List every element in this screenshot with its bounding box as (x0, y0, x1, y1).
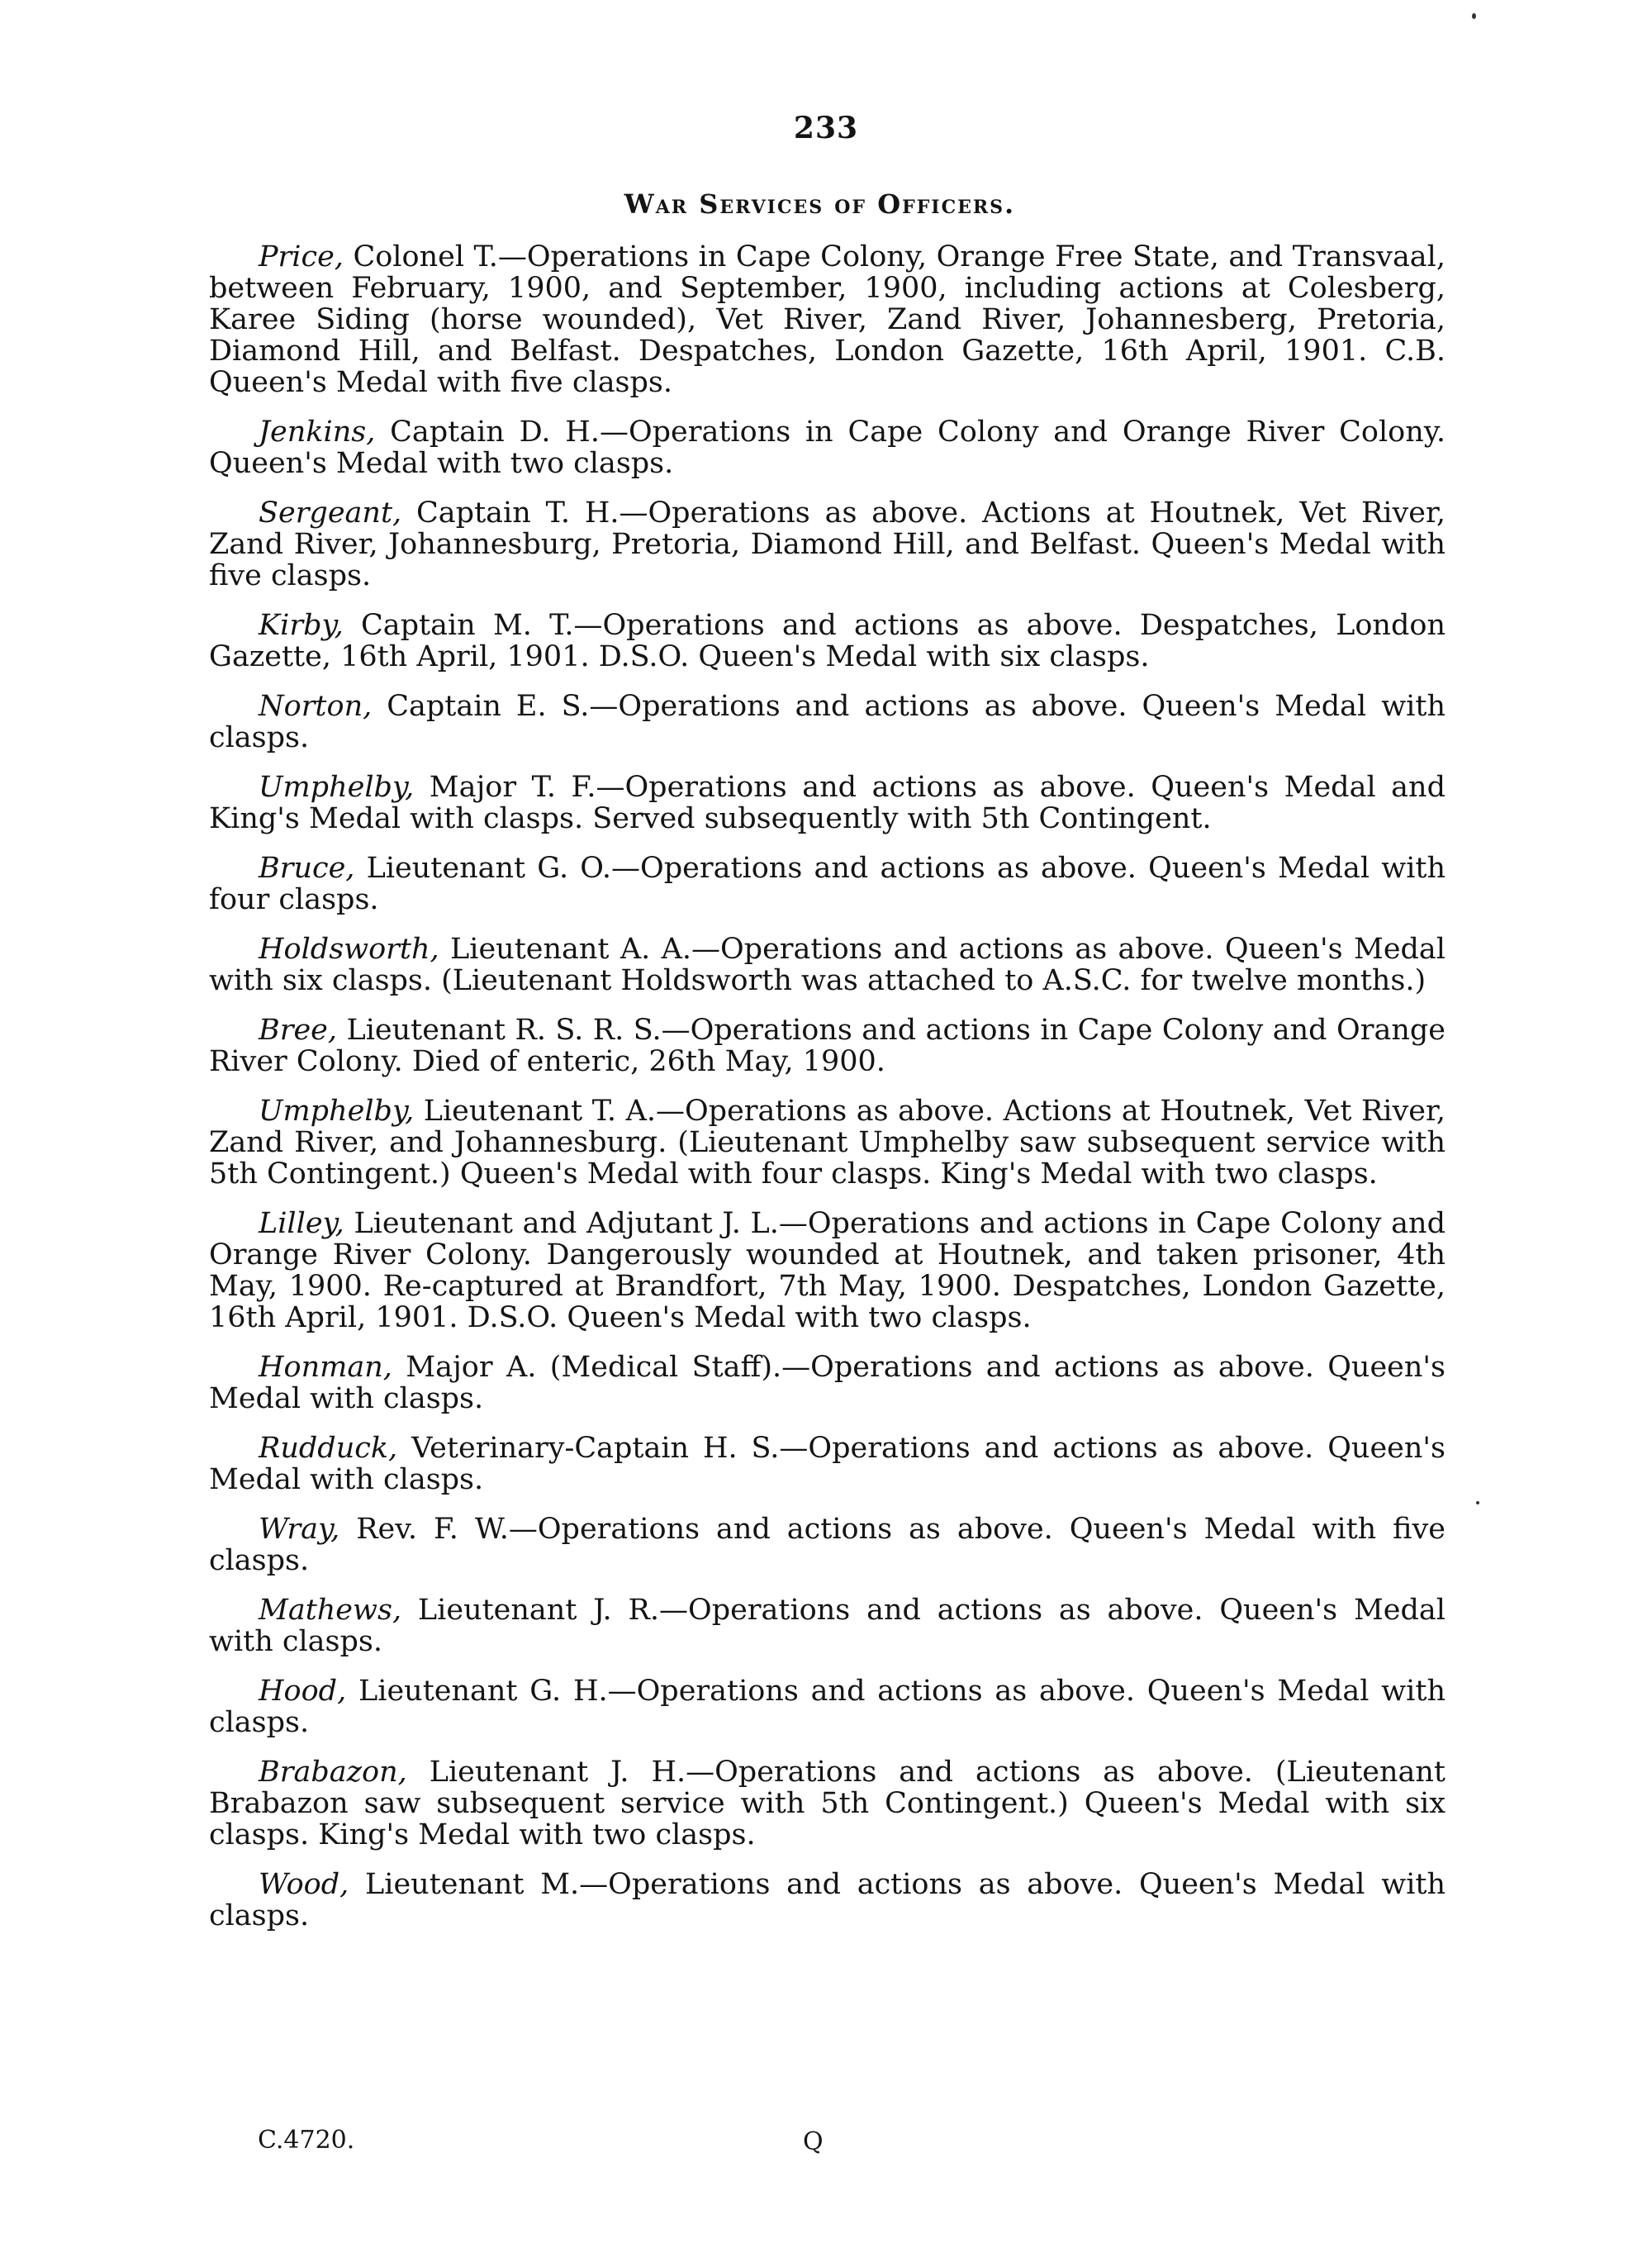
officer-entry (209, 853, 1446, 915)
officer-entry (209, 934, 1446, 996)
footer-signature: Q (803, 2127, 824, 2156)
officer-name: Norton, (259, 690, 373, 723)
officer-service: Lieutenant T. A.—Operations as above. Actions at Houtnek, Vet River, Zand River, and Johannesburg. (Lieutenant Umphelby saw subsequent service with 5th Contingent.) Queen's Medal with four clasps. King's Medal with two clasps. (209, 1095, 1446, 1191)
officer-service: Major A. (Medical Staff).—Operations and actions as above. Queen's Medal with clasps. (209, 1351, 1446, 1415)
officer-service: Lieutenant A. A.—Operations and actions as above. Queen's Medal with six clasps. (Lieutenant Holdsworth was attached to A.S.C. for twelve months.) (209, 933, 1446, 997)
officer-entry (209, 1595, 1446, 1657)
officer-entry (209, 1095, 1446, 1190)
officer-name: Sergeant, (259, 497, 402, 530)
officer-entry (209, 1433, 1446, 1495)
officer-name: Brabazon, (259, 1756, 407, 1789)
officer-entries (209, 241, 1446, 1950)
officer-entry (209, 1756, 1446, 1851)
officer-name: Lilley, (259, 1207, 344, 1240)
scan-speck (1472, 13, 1476, 19)
officer-entry (209, 691, 1446, 753)
officer-entry (209, 610, 1446, 672)
officer-name: Umphelby, (259, 771, 415, 804)
officer-entry (209, 497, 1446, 592)
officer-name: Jenkins, (259, 416, 376, 449)
officer-service: Veterinary-Captain H. S.—Operations and actions as above. Queen's Medal with clasps. (209, 1432, 1446, 1496)
officer-service: Lieutenant J. R.—Operations and actions as above. Queen's Medal with clasps. (209, 1594, 1446, 1658)
officer-name: Hood, (259, 1675, 347, 1708)
officer-entry (209, 241, 1446, 398)
officer-entry (209, 1869, 1446, 1932)
officer-service: Captain D. H.—Operations in Cape Colony and Orange River Colony. Queen's Medal with two clasps. (209, 416, 1446, 480)
officer-entry (209, 772, 1446, 834)
officer-name: Mathews, (259, 1594, 402, 1627)
officer-entry (209, 1352, 1446, 1414)
officer-name: Rudduck, (259, 1432, 398, 1465)
officer-name: Wray, (259, 1513, 340, 1546)
officer-service: Captain E. S.—Operations and actions as above. Queen's Medal with clasps. (209, 690, 1446, 754)
officer-service: Lieutenant J. H.—Operations and actions as above. (Lieutenant Brabazon saw subsequent service with 5th Contingent.) Queen's Medal with six clasps. King's Medal with two clasps. (209, 1756, 1446, 1851)
officer-name: Holdsworth, (259, 933, 439, 966)
officer-service: Lieutenant G. O.—Operations and actions as above. Queen's Medal with four clasps. (209, 852, 1446, 916)
officer-service: Lieutenant G. H.—Operations and actions as above. Queen's Medal with clasps. (209, 1675, 1446, 1739)
officer-service: Major T. F.—Operations and actions as above. Queen's Medal and King's Medal with clasps. Served subsequently with 5th Contingent. (209, 771, 1446, 835)
officer-name: Bruce, (259, 852, 355, 885)
officer-entry (209, 1675, 1446, 1738)
officer-service: Captain M. T.—Operations and actions as above. Despatches, London Gazette, 16th April, 1901. D.S.O. Queen's Medal with six clasps. (209, 609, 1446, 673)
officer-name: Honman, (259, 1351, 392, 1384)
officer-entry (209, 1015, 1446, 1077)
officer-name: Kirby, (259, 609, 344, 642)
officer-service: Colonel T.—Operations in Cape Colony, Orange Free State, and Transvaal, between February, 1900, and September, 1900, including actions at Colesberg, Karee Siding (horse wounded), Vet River, Zand River, Johannesberg, Pretoria, Diamond Hill, and Belfast. Despatches, London Gazette, 16th April, 1901. C.B. Queen's Medal with five clasps. (209, 240, 1446, 399)
officer-service: Lieutenant M.—Operations and actions as above. Queen's Medal with clasps. (209, 1868, 1446, 1932)
page-number: 233 (793, 111, 859, 145)
officer-service: Lieutenant and Adjutant J. L.—Operations and actions in Cape Colony and Orange River Colony. Dangerously wounded at Houtnek, and taken prisoner, 4th May, 1900. Re-captured at Brandfort, 7th May, 1900. Despatches, London Gazette, 16th April, 1901. D.S.O. Queen's Medal with two clasps. (209, 1207, 1446, 1334)
officer-service: Captain T. H.—Operations as above. Actions at Houtnek, Vet River, Zand River, Johannesburg, Pretoria, Diamond Hill, and Belfast. Queen's Medal with five clasps. (209, 497, 1446, 592)
officer-service: Rev. F. W.—Operations and actions as above. Queen's Medal with five clasps. (209, 1513, 1446, 1577)
scan-speck (1476, 1501, 1479, 1504)
officer-name: Umphelby, (259, 1095, 415, 1128)
footer-code: C.4720. (258, 2126, 355, 2155)
page-heading: War Services of Officers. (624, 188, 1016, 220)
officer-name: Price, (259, 240, 344, 273)
officer-entry (209, 1208, 1446, 1333)
officer-name: Bree, (259, 1014, 338, 1047)
officer-service: Lieutenant R. S. R. S.—Operations and actions in Cape Colony and Orange River Colony. Died of enteric, 26th May, 1900. (209, 1014, 1446, 1078)
officer-entry (209, 416, 1446, 479)
officer-name: Wood, (259, 1868, 349, 1901)
officer-entry (209, 1514, 1446, 1576)
